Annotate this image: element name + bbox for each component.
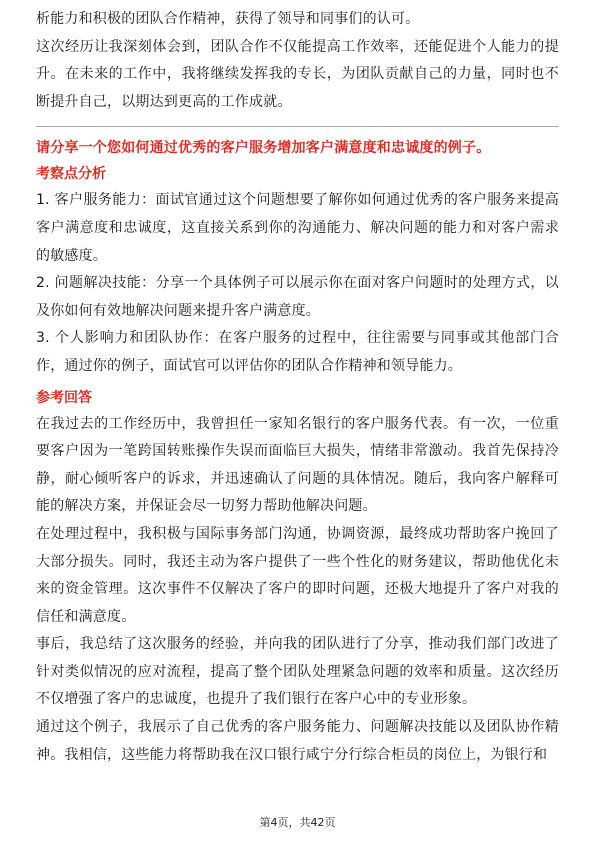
page-number-footer: 第4页，共42页 (259, 816, 336, 829)
intro-paragraph-2: 这次经历让我深刻体会到，团队合作不仅能提高工作效率，还能促进个人能力的提升。在未来的工作中，我将继续发挥我的专长，为团队贡献自己的力量，同时也不断提升自己，以期达到更高的工作成就。 (36, 38, 559, 110)
document-page (36, 6, 559, 769)
answer-title: 参考回答 (36, 389, 92, 406)
answer-paragraph-3: 事后，我总结了这次服务的经验，并向我的团队进行了分享，推动我们部门改进了针对类似情况的应对流程，提高了整个团队处理紧急问题的效率和质量。这次经历不仅增强了客户的忠诚度，也提升了我们银行在客户心中的专业形象。 (36, 636, 559, 708)
analysis-item-3: 3. 个人影响力和团队协作：在客户服务的过程中，往往需要与同事或其他部门合作，通过你的例子，面试官可以评估你的团队合作精神和领导能力。 (36, 330, 559, 374)
answer-paragraph-1: 在我过去的工作经历中，我曾担任一家知名银行的客户服务代表。有一次，一位重要客户因为一笔跨国转账操作失误而面临巨大损失，情绪非常激动。我首先保持冷静，耐心倾听客户的诉求，并迅速确认了问题的具体情况。随后，我向客户解释可能的解决方案，并保证会尽一切努力帮助他解决问题。 (36, 415, 559, 515)
analysis-item-1: 1. 客户服务能力：面试官通过这个问题想要了解你如何通过优秀的客户服务来提高客户满意度和忠诚度，这直接关系到你的沟通能力、解决问题的能力和对客户需求的敏感度。 (36, 192, 559, 264)
question-heading: 请分享一个您如何通过优秀的客户服务增加客户满意度和忠诚度的例子。 (36, 140, 491, 157)
analysis-title: 考察点分析 (36, 166, 106, 183)
intro-paragraph-1: 析能力和积极的团队合作精神，获得了领导和同事们的认可。 (36, 11, 420, 27)
section-divider (36, 126, 559, 127)
answer-paragraph-4: 通过这个例子，我展示了自己优秀的客户服务能力、问题解决技能以及团队协作精神。我相信，这些能力将帮助我在汉口银行咸宁分行综合柜员的岗位上，为银行和 (36, 719, 559, 763)
answer-paragraph-2: 在处理过程中，我积极与国际事务部门沟通，协调资源，最终成功帮助客户挽回了大部分损失。同时，我还主动为客户提供了一些个性化的财务建议，帮助他优化未来的资金管理。这次事件不仅解决了客户的即时问题，还极大地提升了客户对我的信任和满意度。 (36, 525, 559, 625)
analysis-item-2: 2. 问题解决技能：分享一个具体例子可以展示你在面对客户问题时的处理方式，以及你如何有效地解决问题来提升客户满意度。 (36, 275, 559, 319)
